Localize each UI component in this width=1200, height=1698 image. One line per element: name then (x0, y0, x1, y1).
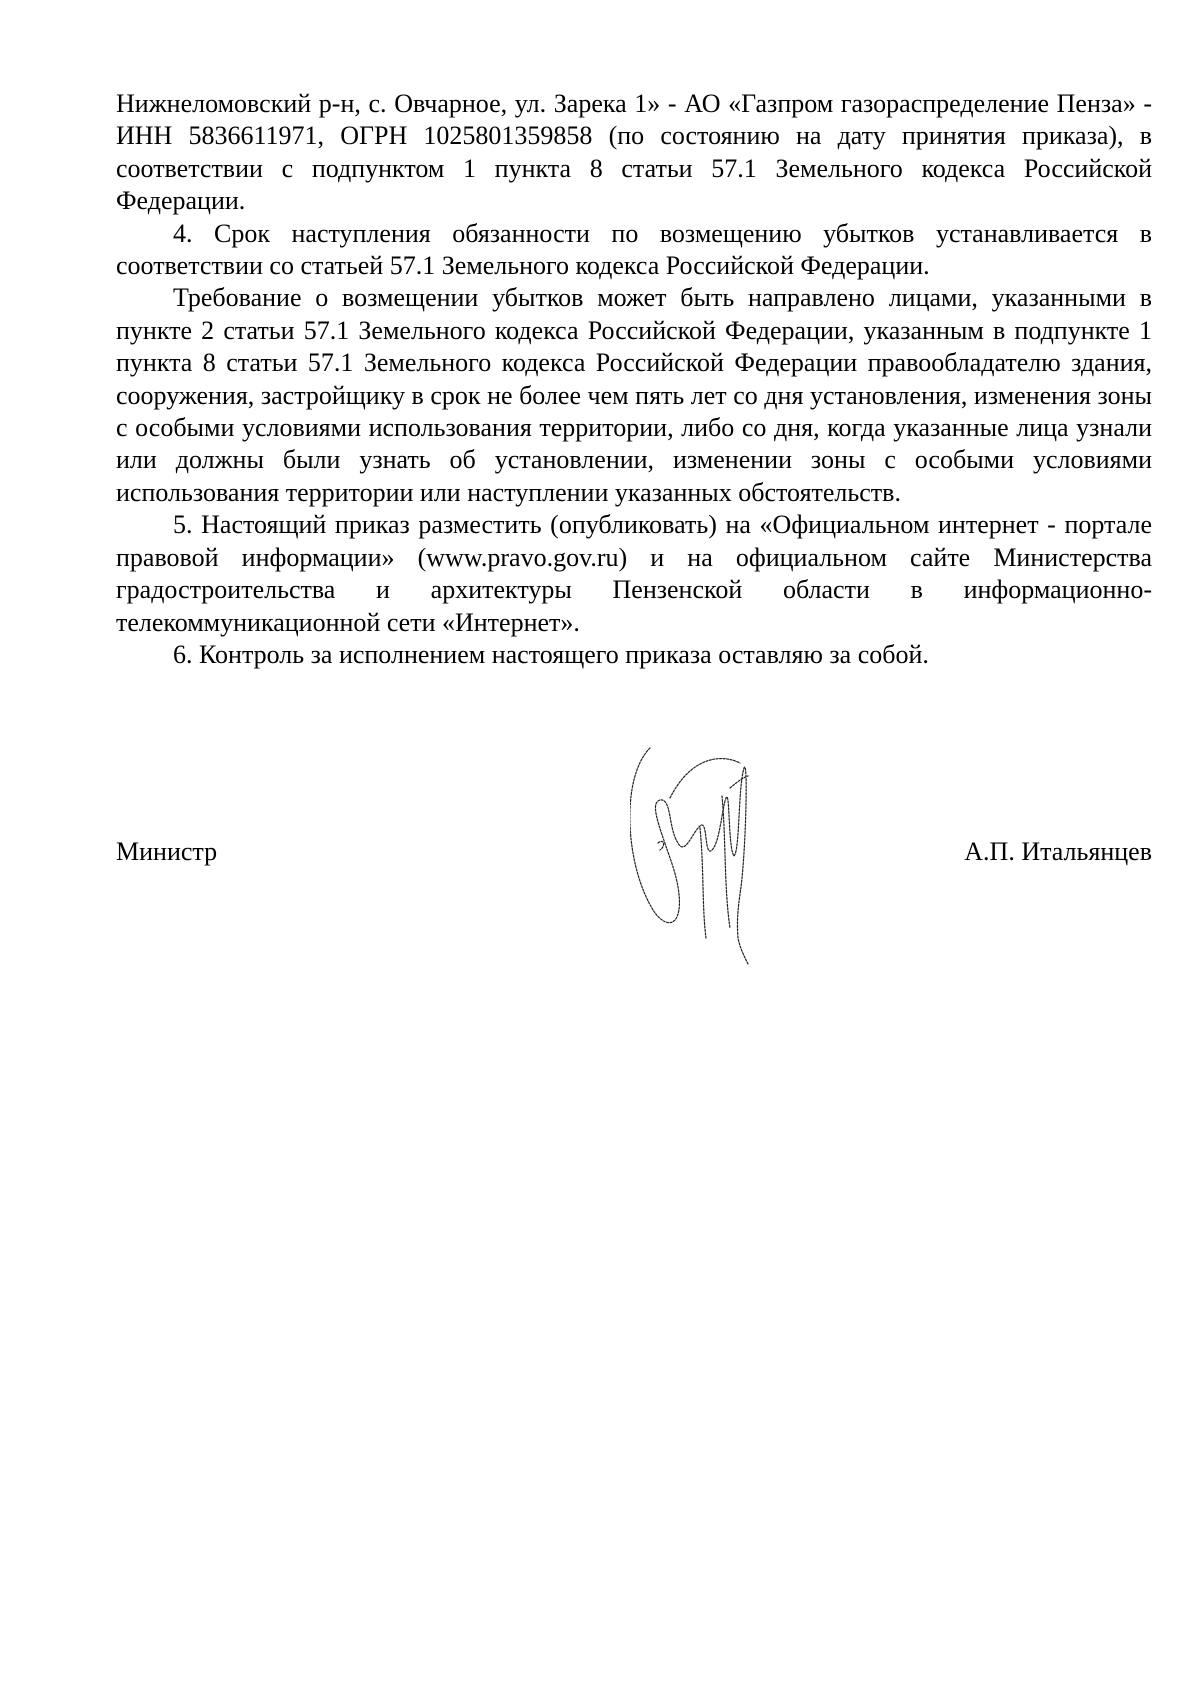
paragraph-item-6: 6. Контроль за исполнением настоящего приказа оставляю за собой. (173, 639, 929, 669)
signer-name: А.П. Итальянцев (964, 837, 1152, 866)
paragraph-item-4: 4. Срок наступления обязанности по возмещению убытков устанавливается в соответствии со статьей 57.1 Земельного кодекса Российской Федерации. (116, 218, 1152, 281)
signer-position: Министр (116, 837, 218, 866)
document-body (116, 88, 1152, 671)
paragraph-item-5: 5. Настоящий приказ разместить (опубликовать) на «Официальном интернет - портале правовой информации» (www.pravo.gov.ru) и на официальном сайте Министерства градостроительства и архитектуры Пензенской области в информационно-телекоммуникационной сети «Интернет». (116, 510, 1152, 637)
paragraph-continuation: Нижнеломовский р-н, с. Овчарное, ул. Зарека 1» - АО «Газпром газораспределение Пенза» - ИНН 5836611971, ОГРН 1025801359858 (по состоянию на дату принятия приказа), в соответствии с подпунктом 1 пункта 8 статьи 57.1 Земельного кодекса Российской Федерации. (116, 89, 1152, 216)
paragraph-compensation-claim: Требование о возмещении убытков может быть направлено лицами, указанными в пункте 2 статьи 57.1 Земельного кодекса Российской Федерации, указанным в подпункте 1 пункта 8 статьи 57.1 Земельного кодекса Российской Федерации правообладателю здания, сооружения, застройщику в срок не более чем пять лет со дня установления, изменения зоны с особыми условиями использования территории, либо со дня, когда указанные лица узнали или должны были узнать об установлении, изменении зоны с особыми условиями использования территории или наступлении указанных обстоятельств. (116, 283, 1152, 507)
signature-icon (630, 738, 790, 968)
